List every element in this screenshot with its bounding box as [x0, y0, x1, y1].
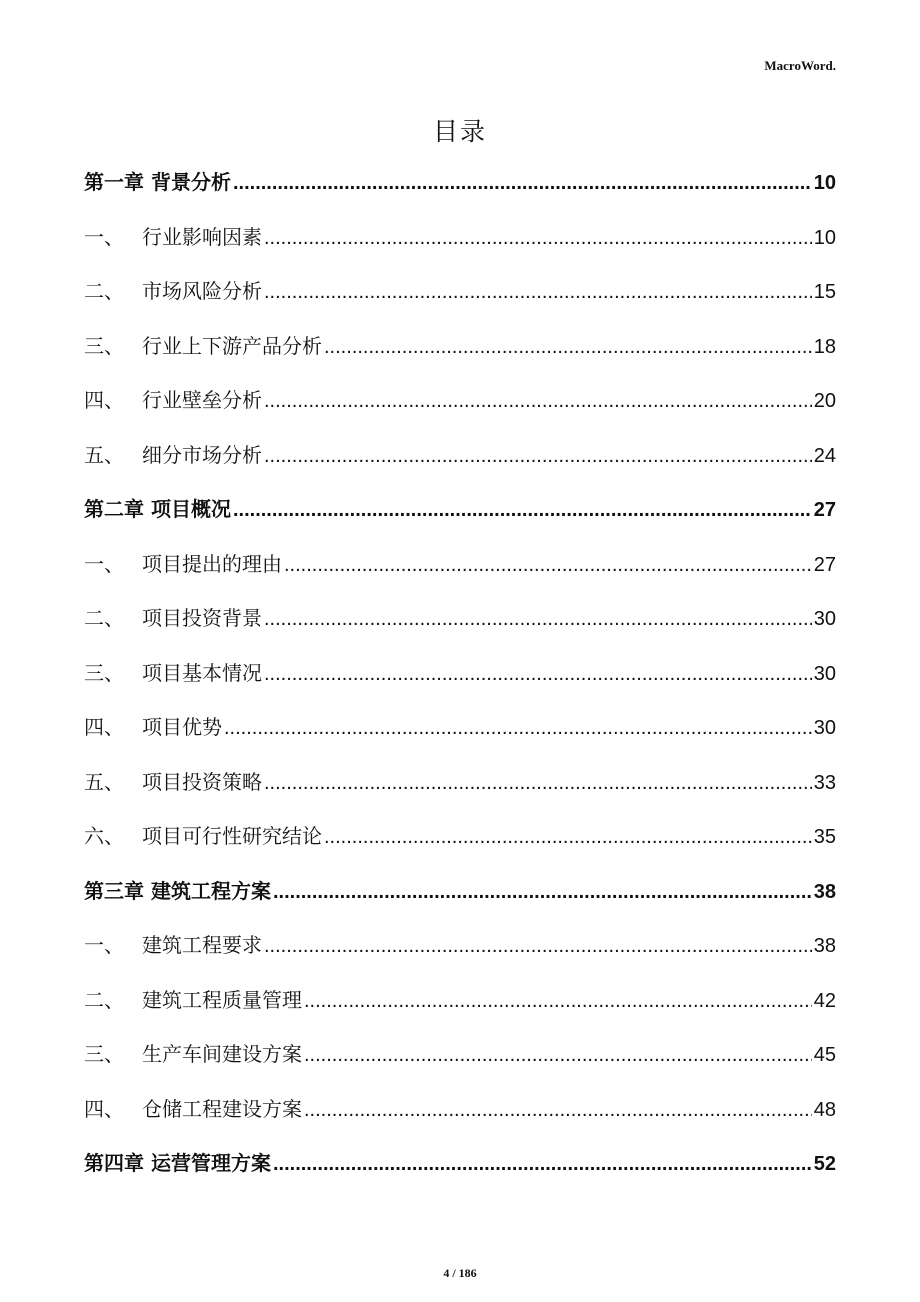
toc-entry-page: 27: [813, 499, 836, 521]
toc-entry-page: 30: [813, 717, 836, 739]
toc-entry-number: 一、: [84, 933, 124, 957]
toc-entry-title: 项目可行性研究结论: [142, 824, 322, 848]
toc-entry-page: 24: [813, 444, 836, 467]
toc-entry-title: 市场风险分析: [142, 279, 262, 303]
toc-entry-title: 项目提出的理由: [142, 551, 282, 576]
header-watermark: MacroWord.: [764, 58, 836, 73]
dot-leader: [233, 499, 812, 522]
toc-entry-number: 五、: [84, 769, 124, 794]
toc-entry-number: 三、: [84, 660, 124, 685]
toc-section-entry[interactable]: [84, 766, 836, 821]
toc-entry-title: 项目投资策略: [142, 769, 262, 794]
dot-leader: [264, 935, 812, 958]
dot-leader: [264, 608, 812, 631]
dot-leader: [324, 336, 812, 359]
toc-section-entry[interactable]: [84, 820, 836, 875]
toc-section-entry[interactable]: [84, 1038, 836, 1093]
toc-section-entry[interactable]: [84, 548, 836, 603]
toc-entry-title: 项目基本情况: [142, 660, 262, 685]
dot-leader: [264, 281, 812, 304]
toc-entry-number: 一、: [84, 551, 124, 576]
toc-entry-title: 建筑工程要求: [142, 933, 262, 957]
toc-entry-title: 第四章 运营管理方案: [84, 1151, 271, 1175]
dot-leader: [233, 172, 812, 195]
toc-chapter-entry[interactable]: [84, 1147, 836, 1202]
toc-section-entry[interactable]: [84, 602, 836, 657]
dot-leader: [273, 881, 812, 904]
toc-section-entry[interactable]: [84, 984, 836, 1039]
toc-entry-page: 30: [813, 662, 836, 685]
toc-section-entry[interactable]: [84, 275, 836, 330]
toc-entry-number: 三、: [84, 333, 124, 358]
toc-entry-title: 第三章 建筑工程方案: [84, 878, 271, 903]
toc-entry-number: 四、: [84, 1096, 124, 1121]
toc-entry-page: 38: [813, 880, 836, 903]
dot-leader: [273, 1153, 812, 1176]
toc-section-entry[interactable]: [84, 221, 836, 276]
toc-section-entry[interactable]: [84, 384, 836, 439]
toc-chapter-entry[interactable]: [84, 493, 836, 548]
toc-entry-number: 二、: [84, 279, 124, 303]
toc-entry-page: 10: [813, 172, 836, 194]
toc-entry-page: 20: [813, 390, 836, 412]
dot-leader: [304, 1044, 812, 1067]
table-of-contents: [84, 166, 836, 1202]
toc-entry-title: 建筑工程质量管理: [142, 987, 302, 1012]
toc-entry-number: 四、: [84, 715, 124, 739]
toc-entry-title: 项目投资背景: [142, 606, 262, 630]
toc-entry-number: 三、: [84, 1042, 124, 1066]
toc-section-entry[interactable]: [84, 330, 836, 385]
dot-leader: [264, 663, 812, 686]
toc-entry-page: 52: [813, 1153, 836, 1175]
toc-entry-page: 10: [813, 226, 836, 249]
toc-entry-title: 项目优势: [142, 715, 222, 739]
dot-leader: [284, 554, 812, 577]
toc-entry-number: 四、: [84, 388, 124, 412]
dot-leader: [264, 772, 812, 795]
dot-leader: [304, 990, 812, 1013]
toc-entry-title: 行业上下游产品分析: [142, 333, 322, 358]
toc-section-entry[interactable]: [84, 711, 836, 766]
dot-leader: [264, 445, 812, 468]
toc-entry-title: 仓储工程建设方案: [142, 1096, 302, 1121]
toc-chapter-entry[interactable]: [84, 875, 836, 930]
toc-entry-title: 第一章 背景分析: [84, 170, 231, 194]
toc-entry-number: 六、: [84, 824, 124, 848]
toc-entry-title: 细分市场分析: [142, 442, 262, 467]
toc-entry-number: 二、: [84, 606, 124, 630]
toc-entry-title: 生产车间建设方案: [142, 1042, 302, 1066]
toc-entry-number: 一、: [84, 224, 124, 249]
toc-entry-page: 30: [813, 608, 836, 630]
toc-section-entry[interactable]: [84, 1093, 836, 1148]
dot-leader: [304, 1099, 812, 1122]
toc-entry-number: 二、: [84, 987, 124, 1012]
toc-entry-title: 第二章 项目概况: [84, 497, 231, 521]
toc-entry-page: 38: [813, 935, 836, 957]
toc-entry-page: 27: [813, 553, 836, 576]
toc-section-entry[interactable]: [84, 439, 836, 494]
dot-leader: [264, 390, 812, 413]
page-number-footer: 4 / 186: [443, 1266, 477, 1280]
toc-entry-title: 行业影响因素: [142, 224, 262, 249]
toc-entry-page: 45: [813, 1044, 836, 1066]
toc-section-entry[interactable]: [84, 929, 836, 984]
toc-entry-page: 42: [813, 989, 836, 1012]
dot-leader: [264, 227, 812, 250]
dot-leader: [224, 717, 812, 740]
toc-chapter-entry[interactable]: [84, 166, 836, 221]
toc-entry-page: 33: [813, 771, 836, 794]
toc-section-entry[interactable]: [84, 657, 836, 712]
toc-entry-page: 18: [813, 335, 836, 358]
toc-title: 目录: [432, 117, 487, 146]
toc-entry-page: 48: [813, 1098, 836, 1121]
dot-leader: [324, 826, 812, 849]
toc-entry-title: 行业壁垒分析: [142, 388, 262, 412]
toc-entry-number: 五、: [84, 442, 124, 467]
toc-entry-page: 15: [813, 281, 836, 303]
toc-entry-page: 35: [813, 826, 836, 848]
